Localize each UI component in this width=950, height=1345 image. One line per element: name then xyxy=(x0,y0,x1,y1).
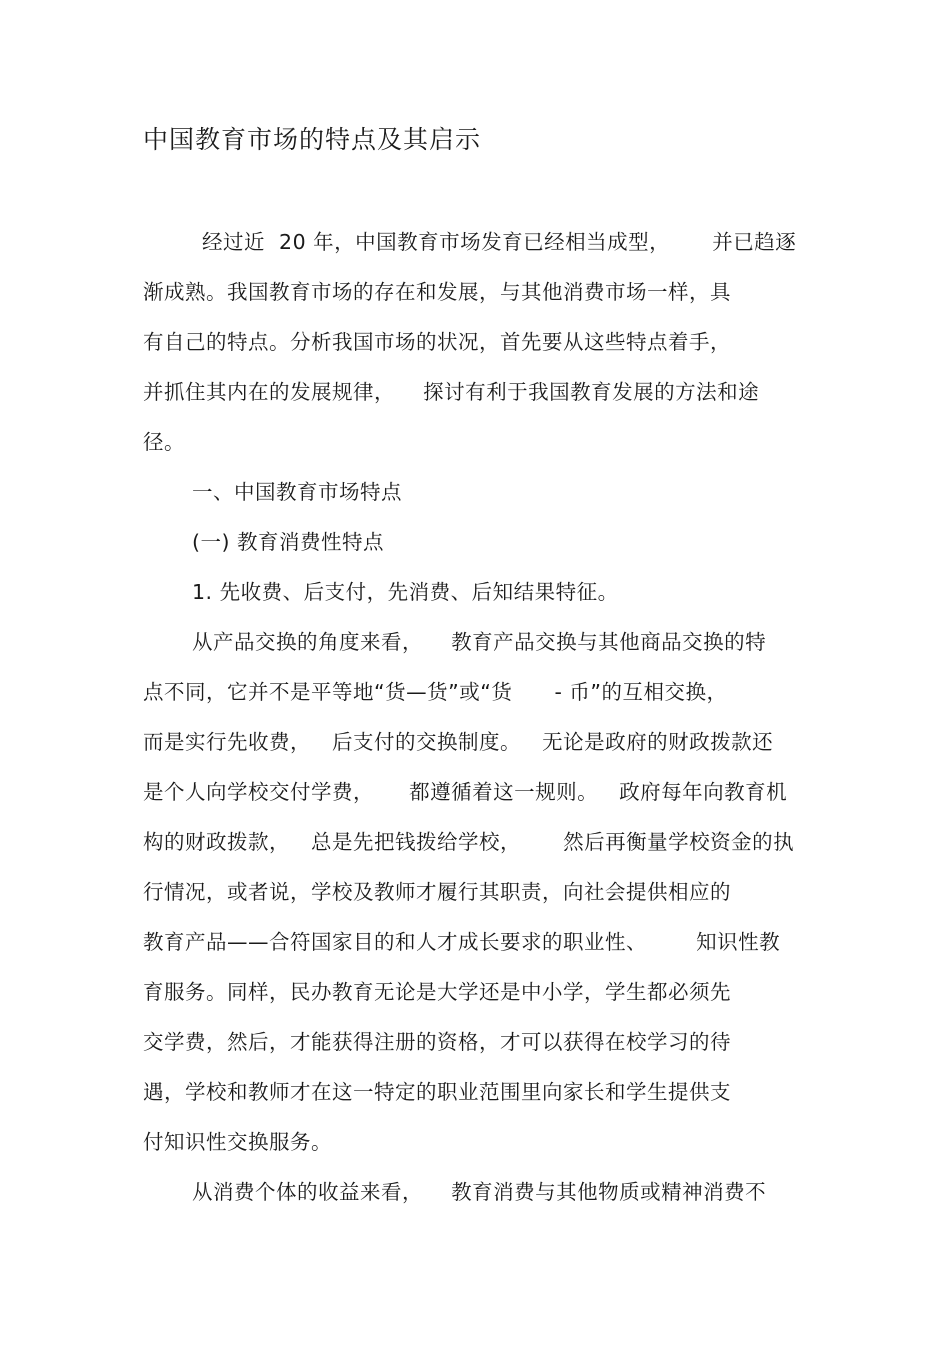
text-line: 行情况，或者说，学校及教师才履行其职责，向社会提供相应的 xyxy=(143,880,731,904)
text-line: 育服务。同样，民办教育无论是大学还是中小学，学生都必须先 xyxy=(143,980,731,1004)
text-line: 经过近 20 年，中国教育市场发育已经相当成型， 并已趋逐 xyxy=(202,230,797,254)
text-line: 从产品交换的角度来看， 教育产品交换与其他商品交换的特 xyxy=(192,630,767,654)
text-line: 交学费，然后，才能获得注册的资格，才可以获得在校学习的待 xyxy=(143,1030,731,1054)
subsection-heading: (一) 教育消费性特点 xyxy=(192,530,385,554)
text-line: 渐成熟。我国教育市场的存在和发展，与其他消费市场一样，具 xyxy=(143,280,731,304)
text-line: 径。 xyxy=(143,430,185,454)
document-title: 中国教育市场的特点及其启示 xyxy=(143,125,482,154)
text-line: 遇，学校和教师才在这一特定的职业范围里向家长和学生提供支 xyxy=(143,1080,731,1104)
text-line: 教育产品——合符国家目的和人才成长要求的职业性、 知识性教 xyxy=(143,930,781,954)
text-line: 是个人向学校交付学费， 都遵循着这一规则。 政府每年向教育机 xyxy=(143,780,788,804)
section-heading: 一、中国教育市场特点 xyxy=(192,480,402,504)
text-line: 从消费个体的收益来看， 教育消费与其他物质或精神消费不 xyxy=(192,1180,767,1204)
item-heading: 1. 先收费、后支付，先消费、后知结果特征。 xyxy=(192,580,619,604)
text-line: 付知识性交换服务。 xyxy=(143,1130,332,1154)
text-line: 并抓住其内在的发展规律， 探讨有利于我国教育发展的方法和途 xyxy=(143,380,760,404)
text-line: 有自己的特点。分析我国市场的状况，首先要从这些特点着手， xyxy=(143,330,731,354)
text-line: 构的财政拨款， 总是先把钱拨给学校， 然后再衡量学校资金的执 xyxy=(143,830,795,854)
text-line: 点不同，它并不是平等地“货—货”或“货 - 币”的互相交换， xyxy=(143,680,728,704)
text-line: 而是实行先收费， 后支付的交换制度。 无论是政府的财政拨款还 xyxy=(143,730,774,754)
